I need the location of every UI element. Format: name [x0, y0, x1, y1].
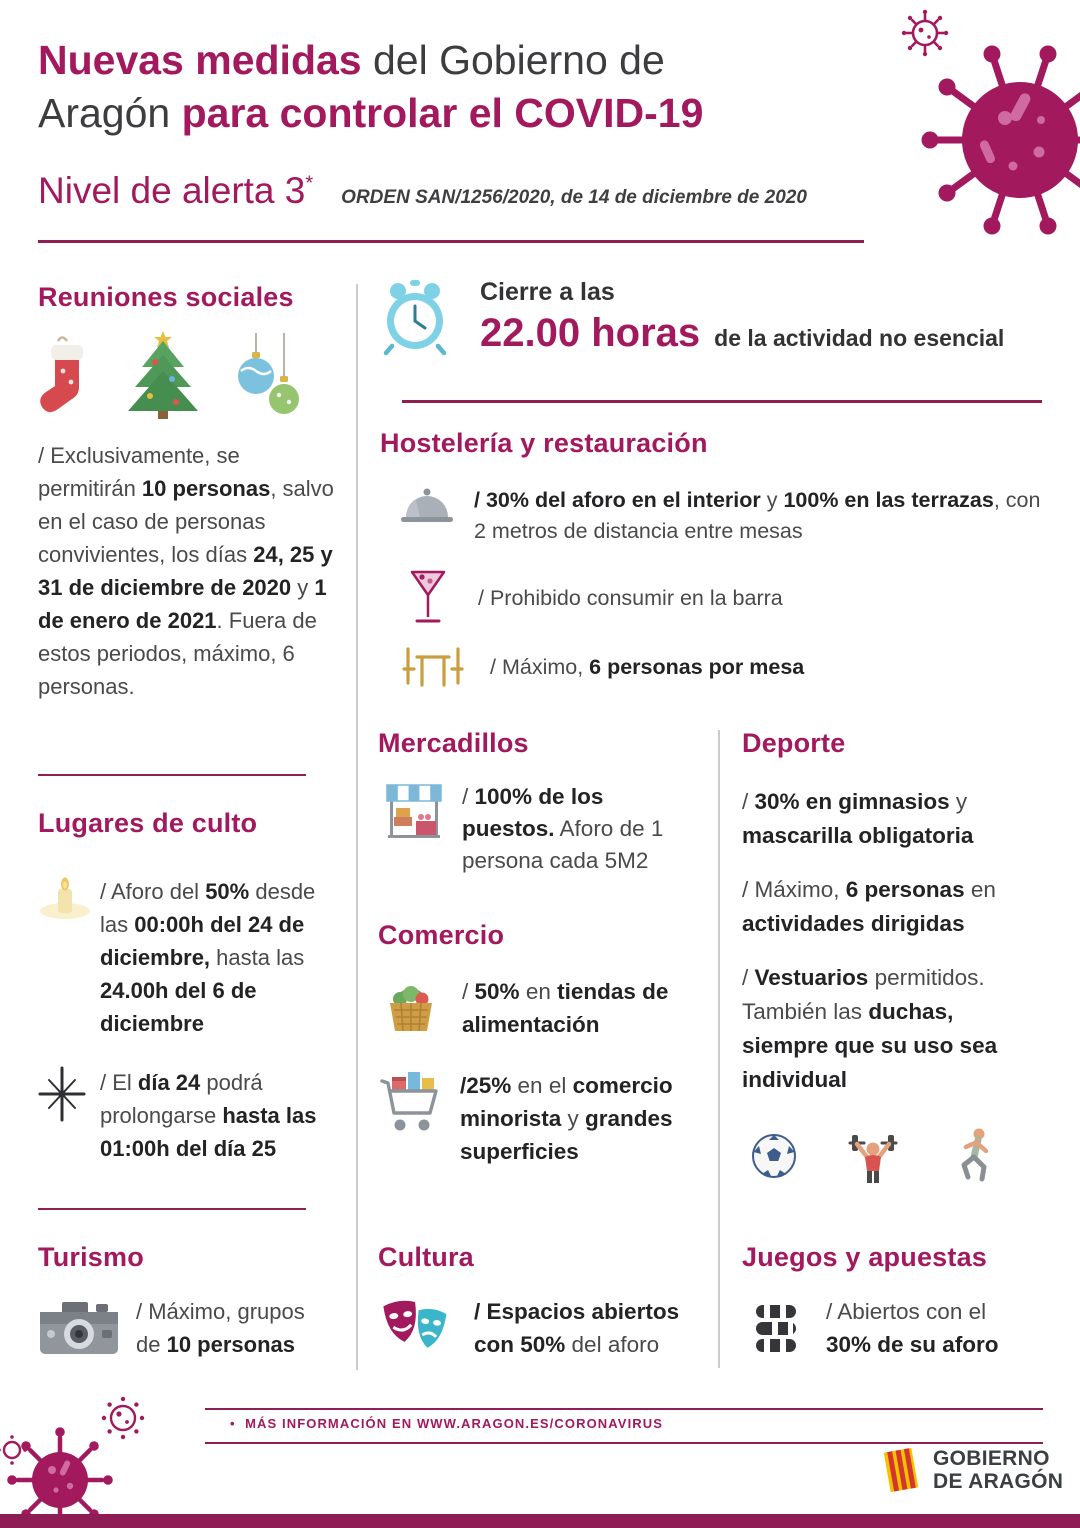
deporte-item-3: / Vestuarios permitidos. También las duchas, siempre que su uso sea individual: [742, 965, 998, 1092]
header-divider: [38, 240, 864, 243]
comercio-item-2: /25% en el comercio minorista y grandes superficies: [460, 1073, 673, 1164]
baubles-icon: [232, 333, 304, 419]
section-mercadillos: [378, 728, 704, 877]
title-rest-2: Aragón: [38, 90, 182, 136]
section-title: Comercio: [378, 920, 505, 950]
soccer-ball-icon: [750, 1132, 798, 1180]
section-turismo: [38, 1242, 344, 1361]
grocery-basket-icon: [382, 975, 440, 1035]
left-divider-2: [38, 1208, 306, 1210]
column-divider-right: [718, 730, 720, 1368]
virus-icon: [855, 0, 1080, 266]
candle-icon: [38, 875, 92, 921]
hosteleria-item-2: / Prohibido consumir en la barra: [478, 585, 783, 610]
footer-info: [230, 1416, 663, 1431]
culto-item-2: / El día 24 podrá prolongarse hasta las 01:00h del día 25: [100, 1070, 317, 1161]
deporte-item-2: / Máximo, 6 personas en actividades dirigidas: [742, 877, 996, 936]
section-juegos: [742, 1242, 1052, 1361]
runner-icon: [948, 1127, 1000, 1185]
shopping-cart-icon: [378, 1069, 442, 1141]
footer-divider-top: [205, 1408, 1043, 1410]
star-icon: [38, 1066, 86, 1122]
closing-banner: [380, 278, 1045, 356]
section-title: Hostelería y restauración: [380, 428, 708, 458]
title-highlight-1: Nuevas medidas: [38, 37, 362, 83]
hosteleria-item-1: / 30% del aforo en el interior y 100% en las terrazas, con 2 metros de distancia entre mesas: [474, 488, 1041, 543]
sport-icons-row: [742, 1127, 1047, 1185]
culto-item-1: / Aforo del 50% desde las 00:00h del 24 de diciembre, hasta las 24.00h del 6 de diciembre: [100, 879, 316, 1036]
closing-divider: [402, 400, 1042, 403]
mercadillos-item: / 100% de los puestos. Aforo de 1 persona cada 5M2: [462, 784, 664, 873]
section-title: Mercadillos: [378, 728, 529, 758]
cocktail-icon: [410, 569, 446, 627]
column-divider-left: [356, 284, 358, 1370]
comercio-item-1: / 50% en tiendas de alimentación: [462, 979, 669, 1037]
section-title: Turismo: [38, 1242, 144, 1272]
alert-asterisk: *: [305, 172, 314, 195]
section-deporte: [742, 728, 1047, 1185]
theater-masks-icon: [378, 1298, 454, 1358]
closing-intro: Cierre a las: [480, 278, 615, 306]
virus-cluster-icon: [0, 1392, 175, 1528]
section-title: Reuniones sociales: [38, 282, 294, 312]
alert-level: Nivel de alerta 3*: [38, 170, 314, 211]
bottom-bar: [0, 1514, 1080, 1528]
section-title: Lugares de culto: [38, 808, 258, 838]
christmas-tree-icon: [120, 329, 206, 419]
stocking-icon: [38, 335, 94, 419]
section-cultura: [378, 1242, 708, 1361]
market-stall-icon: [384, 781, 444, 843]
turismo-item: / Máximo, grupos de 10 personas: [136, 1299, 305, 1357]
section-comercio: [378, 920, 704, 1168]
title-rest-1: del Gobierno de: [361, 37, 665, 83]
section-title: Cultura: [378, 1242, 474, 1272]
weightlifting-icon: [844, 1127, 902, 1185]
section-reuniones: [38, 282, 334, 703]
section-title: Deporte: [742, 728, 846, 758]
footer-bullet: •: [230, 1416, 236, 1431]
alarm-clock-icon: [380, 278, 450, 356]
section-culto: [38, 808, 338, 1165]
title-highlight-2: para controlar el COVID-19: [181, 90, 704, 136]
table-chairs-icon: [402, 645, 464, 689]
poker-chips-icon: [750, 1299, 802, 1357]
closing-time: 22.00 horas: [480, 311, 701, 355]
cultura-item: / Espacios abiertos con 50% del aforo: [474, 1299, 680, 1357]
section-title: Juegos y apuestas: [742, 1242, 988, 1272]
reuniones-body: / Exclusivamente, se permitirán 10 personas, salvo en el caso de personas convivientes, los días 24, 25 y 31 de diciembre de 2020 y 1 de enero de 2021. Fuera de estos periodos, máximo, 6 personas.: [38, 443, 334, 699]
juegos-item: / Abiertos con el 30% de su aforo: [826, 1299, 999, 1357]
footer-info-url[interactable]: WWW.ARAGON.ES/CORONAVIRUS: [416, 1416, 664, 1431]
hosteleria-item-3: / Máximo, 6 personas por mesa: [490, 654, 805, 679]
christmas-icons-row: [38, 329, 334, 419]
cloche-icon: [400, 485, 454, 529]
logo-line-1: GOBIERNO: [933, 1447, 1050, 1470]
camera-icon: [38, 1298, 120, 1358]
deporte-item-1: / 30% en gimnasios y mascarilla obligatoria: [742, 789, 974, 848]
footer-info-prefix: MÁS INFORMACIÓN EN: [245, 1416, 417, 1431]
order-reference: ORDEN SAN/1256/2020, de 14 de diciembre de 2020: [341, 187, 807, 208]
aragon-flag-icon: [881, 1444, 921, 1496]
closing-detail: de la actividad no esencial: [714, 325, 1005, 351]
alert-row: [38, 170, 868, 212]
section-hosteleria: [380, 428, 1045, 689]
logo-line-2: DE ARAGÓN: [933, 1470, 1064, 1493]
left-divider-1: [38, 774, 306, 776]
page-title: [38, 34, 868, 140]
gobierno-aragon-logo: [881, 1444, 1063, 1496]
